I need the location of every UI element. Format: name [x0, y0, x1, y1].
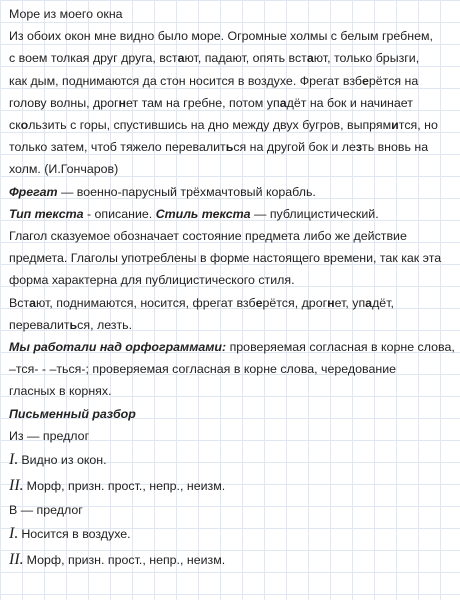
paragraph-line: Глагол сказуемое обозначает состояние предмета либо же действие — [9, 229, 407, 244]
roman-numeral: II. — [9, 551, 24, 569]
text-style-label: Стиль текста — [155, 206, 251, 221]
main-paragraph — [9, 25, 455, 180]
definition-line: Фрегат — военно-парусный трёхмачтовый корабль. — [9, 184, 316, 199]
orthogram-label: Мы работали над орфограммами: — [9, 340, 227, 355]
paragraph-line: с воем толкая друг друга, встают, падают, опять встают, только брызги, — [9, 51, 420, 66]
verbs-list — [9, 292, 455, 336]
paragraph-line: перевалиться, лезть. — [9, 317, 133, 332]
paragraph-line: предмета. Глаголы употреблены в форме настоящего времени, так как эта — [9, 251, 442, 266]
paragraph-line: гласных в корнях. — [9, 384, 112, 399]
paragraph-line: Встают, поднимаются, носится, фрегат взберётся, дрогнет, упадёт, — [9, 295, 394, 310]
paragraph-line: холм. (И.Гончаров) — [9, 162, 119, 177]
text-type-label: Тип текста — [9, 206, 84, 221]
roman-numeral: I. — [9, 451, 19, 469]
parse-heading: Письменный разбор — [9, 406, 136, 421]
parse-header-v: В — предлог — [9, 503, 83, 518]
page-title: Море из моего окна — [9, 7, 123, 21]
parse-item: II. Морф, призн. прост., непр., неизм. — [9, 477, 226, 495]
parse-item: II. Морф, призн. прост., непр., неизм. — [9, 551, 226, 569]
paragraph-line: –тся- - –ться-; проверяемая согласная в корне слова, чередование — [9, 362, 397, 377]
paragraph-line: как дым, поднимаются да стон носится в воздухе. Фрегат взберётся на — [9, 73, 419, 88]
definition-term: Фрегат — [9, 184, 58, 199]
paragraph-line: голову волны, дрогнет там на гребне, потом упадёт на бок и начинает — [9, 95, 413, 110]
paragraph-line: Мы работали над орфограммами: проверяемая согласная в корне слова, — [9, 340, 455, 355]
paragraph-line: Из обоих окон мне видно было море. Огромные холмы с белым гребнем, — [9, 29, 433, 44]
paragraph-line: форма характерна для публицистического стиля. — [9, 273, 295, 288]
parse-item: I. Видно из окон. — [9, 451, 107, 469]
verb-paragraph — [9, 225, 455, 292]
parse-header-iz: Из — предлог — [9, 428, 90, 443]
roman-numeral: I. — [9, 525, 19, 543]
roman-numeral: II. — [9, 477, 24, 495]
orthogram-paragraph — [9, 336, 455, 403]
paragraph-line: скользить с горы, спустившись на дно между двух бугров, выпрямится, но — [9, 118, 438, 133]
parse-item: I. Носится в воздухе. — [9, 525, 131, 543]
document-page — [9, 3, 455, 573]
text-type-line: Тип текста - описание. Стиль текста — публицистический. — [9, 206, 379, 221]
paragraph-line: только затем, чтоб тяжело перевалиться на другой бок и лезть вновь на — [9, 140, 429, 155]
